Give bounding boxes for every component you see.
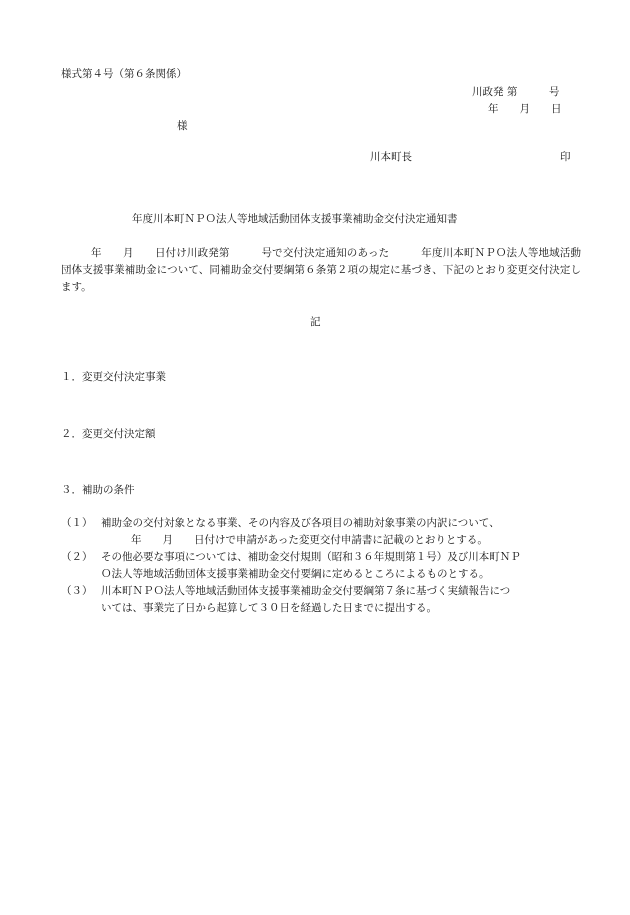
- document-title: 年度川本町ＮＰＯ法人等地域活動団体支援事業補助金交付決定通知書: [132, 213, 458, 225]
- ki-heading: 記: [310, 316, 321, 328]
- condition-text: 補助金の交付対象となる事業、その内容及び各項目の補助対象事業の内訳について、: [101, 517, 500, 529]
- document-number: 川政発 第 号: [472, 86, 560, 98]
- condition-number: （１）: [61, 517, 93, 529]
- seal-mark: 印: [560, 151, 571, 163]
- condition-text-cont: 年 月 日付けで申請があった変更交付申請書に記載のとおりとする。: [131, 534, 488, 546]
- condition-item: [61, 515, 576, 549]
- condition-text-cont: いては、事業完了日から起算して３０日を経過した日までに提出する。: [101, 602, 437, 614]
- form-label: 様式第４号（第６条関係）: [61, 68, 187, 80]
- item-change-amount: ２．変更交付決定額: [61, 428, 156, 440]
- condition-text: 川本町ＮＰＯ法人等地域活動団体支援事業補助金交付要綱第７条に基づく実績報告につ: [101, 585, 511, 597]
- conditions-list: [61, 515, 576, 617]
- date-line: 年 月 日: [488, 103, 562, 115]
- condition-item: [61, 549, 576, 583]
- issuer-name: 川本町長: [370, 151, 412, 163]
- condition-text-cont: Ｏ法人等地域活動団体支援事業補助金交付要綱に定めるところによるものとする。: [101, 568, 490, 580]
- condition-item: [61, 583, 576, 617]
- condition-text: その他必要な事項については、補助金交付規則（昭和３６年規則第１号）及び川本町ＮＰ: [101, 551, 521, 563]
- condition-number: （２）: [61, 551, 93, 563]
- item-change-project: １．変更交付決定事業: [61, 371, 166, 383]
- condition-number: （３）: [61, 585, 93, 597]
- addressee-suffix: 様: [177, 120, 188, 132]
- item-conditions: ３．補助の条件: [61, 484, 135, 496]
- body-paragraph: 年 月 日付け川政発第 号で交付決定通知のあった 年度川本町ＮＰＯ法人等地域活動団体支援事業補助金について、同補助金交付要綱第６条第２項の規定に基づき、下記のとおり変更交付決定します。: [61, 247, 581, 293]
